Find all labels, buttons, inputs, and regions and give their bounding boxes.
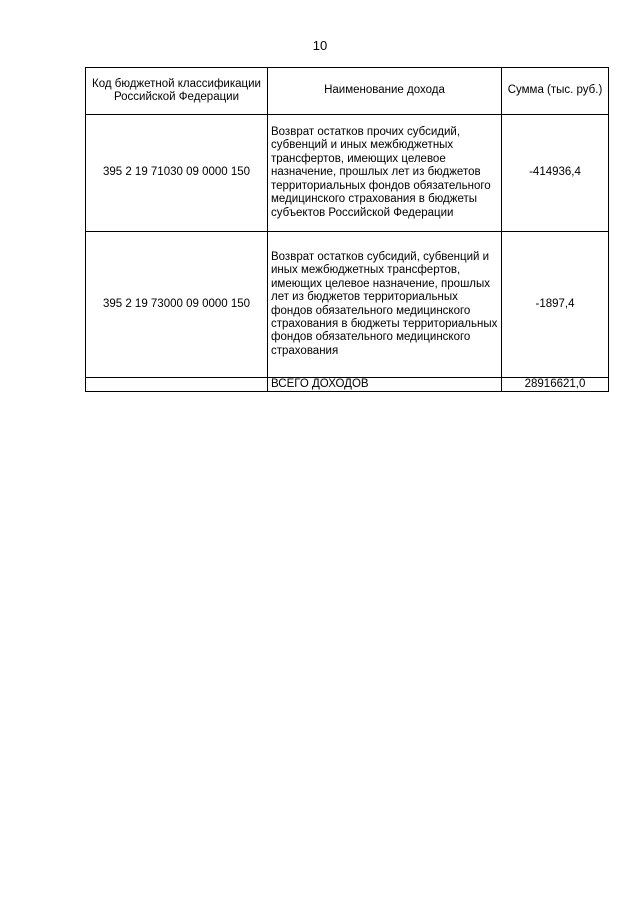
amount-cell: -414936,4 bbox=[502, 115, 609, 232]
total-code-cell bbox=[86, 378, 268, 392]
table-row bbox=[86, 115, 609, 232]
budget-code-cell: 395 2 19 73000 09 0000 150 bbox=[86, 232, 268, 378]
amount-cell: -1897,4 bbox=[502, 232, 609, 378]
revenue-name-cell: Возврат остатков прочих субсидий, субвенций и иных межбюджетных трансфертов, имеющих целевое назначение, прошлых лет из бюджетов территориальных фондов обязательного медицинского страхования в бюджеты субъектов Российской Федерации bbox=[268, 115, 502, 232]
table-row bbox=[86, 232, 609, 378]
budget-code-cell: 395 2 19 71030 09 0000 150 bbox=[86, 115, 268, 232]
column-header-code: Код бюджетной классификации Российской Федерации bbox=[86, 68, 268, 115]
revenue-name-cell: Возврат остатков субсидий, субвенций и иных межбюджетных трансфертов, имеющих целевое назначение, прошлых лет из бюджетов территориальных фондов обязательного медицинского страхования в бюджеты территориальных фондов обязательного медицинского страхования bbox=[268, 232, 502, 378]
total-label-cell: ВСЕГО ДОХОДОВ bbox=[268, 378, 502, 392]
column-header-name: Наименование дохода bbox=[268, 68, 502, 115]
total-row bbox=[86, 378, 609, 392]
page-number: 10 bbox=[312, 38, 328, 53]
table-header-row bbox=[86, 68, 609, 115]
revenue-table bbox=[85, 67, 609, 392]
column-header-amount: Сумма (тыс. руб.) bbox=[502, 68, 609, 115]
total-amount-cell: 28916621,0 bbox=[502, 378, 609, 392]
